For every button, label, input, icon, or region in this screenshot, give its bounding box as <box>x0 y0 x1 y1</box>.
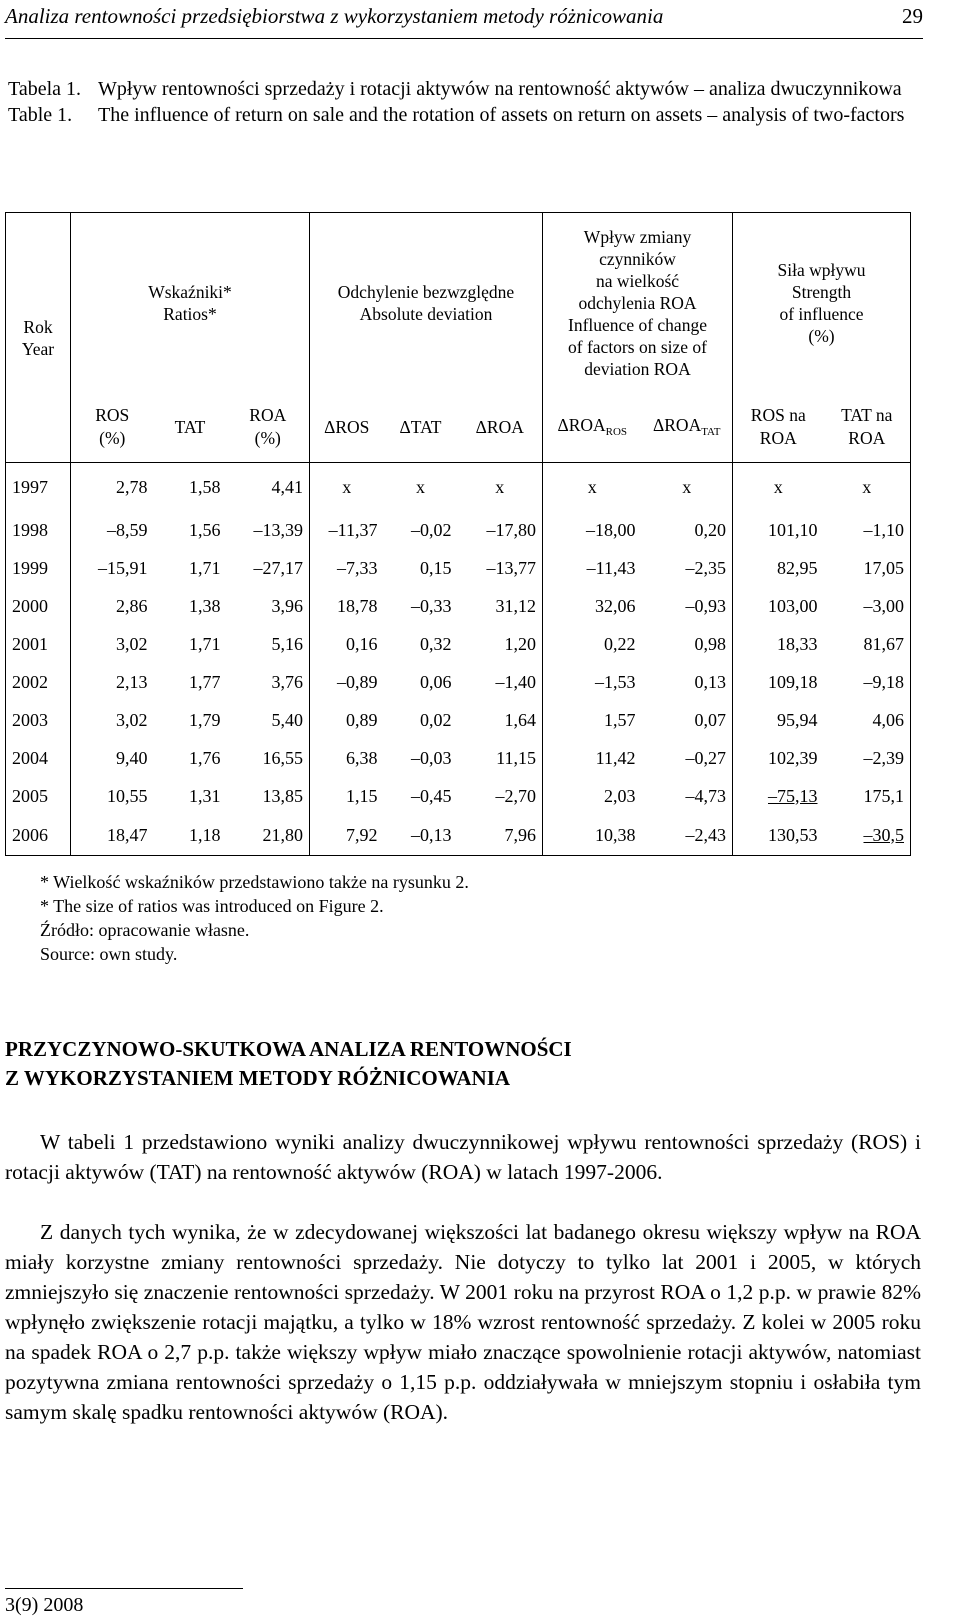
page-footer <box>5 1588 923 1622</box>
cell-year: 2005 <box>6 777 71 815</box>
section-heading-line1: PRZYCZYNOWO-SKUTKOWA ANALIZA RENTOWNOŚCI <box>5 1037 572 1061</box>
table-caption <box>8 76 918 128</box>
header-delta-ros: ΔROS <box>324 416 370 437</box>
header-ros: ROS (%) <box>95 405 130 449</box>
cell-ros: 18,47 <box>71 815 154 856</box>
paragraph-2: Z danych tych wynika, że w zdecydowanej większości lat badanego okresu większy wpływ na ROA miały korzystne zmiany rentowności sprzedaży. Nie dotyczy to tylko lat 2001 i 2005, w których zmniejszyło się znaczenie rentowności sprzedaży. W 2001 roku na przyrost ROA o 1,2 p.p. w prawie 82% wpłynęło zwiększenie rotacji majątku, a tylko w 18% wzrost rentowność sprzedaży. Z kolei w 2005 roku na spadek ROA o 2,7 p.p. także większy wpływ miało znaczące spowolnienie rotacji aktywów, natomiast pozytywna zmiana rentowności sprzedaży o 1,15 p.p. oddziaływała w mniejszym stopniu i osłabiła tym samym skalę spadku rentowności aktywów (ROA). <box>5 1220 921 1424</box>
cell-delta-roa: 1,64 <box>458 701 543 739</box>
cell-roa: 13,85 <box>227 777 310 815</box>
cell-delta-roa-ros: x <box>543 463 642 512</box>
paragraph-1: W tabeli 1 przedstawiono wyniki analizy dwuczynnikowej wpływu rentowności sprzedaży (ROS) i rotacji aktywów (TAT) na rentowność aktywów (ROA) w latach 1997-2006. <box>5 1130 921 1184</box>
cell-delta-ros: 0,16 <box>346 633 378 654</box>
table-notes <box>40 870 469 966</box>
header-ros-on-roa: ROS na ROA <box>750 405 806 449</box>
table-row <box>6 463 911 512</box>
cell-delta-roa-tat: 0,07 <box>642 701 733 739</box>
caption-label-pl: Tabela 1. <box>8 78 82 100</box>
cell-ros: 2,13 <box>116 671 148 692</box>
cell-tat-on-roa: 175,1 <box>824 777 911 815</box>
cell-year: 1998 <box>6 511 71 549</box>
caption-text-pl: Wpływ rentowności sprzedaży i rotacji aktywów na rentowność aktywów – analiza dwuczynnikowa <box>98 78 902 100</box>
cell-delta-roa: 31,12 <box>458 587 543 625</box>
caption-text-en: The influence of return on sale and the rotation of assets on return on assets – analysis of two-factors <box>98 104 905 126</box>
cell-ros: –15,91 <box>98 557 148 578</box>
cell-delta-roa-tat: 0,13 <box>642 663 733 701</box>
table-row <box>6 663 911 701</box>
cell-delta-roa: –13,77 <box>458 549 543 587</box>
cell-delta-tat: –0,33 <box>411 595 452 616</box>
cell-delta-roa-tat: –0,93 <box>642 587 733 625</box>
cell-delta-roa: x <box>458 463 543 512</box>
cell-tat: 1,77 <box>189 671 221 692</box>
cell-delta-tat: 0,02 <box>420 709 452 730</box>
cell-tat: 1,58 <box>154 463 227 512</box>
cell-delta-roa-tat: x <box>642 463 733 512</box>
table-body <box>6 463 911 856</box>
cell-ros: –8,59 <box>107 519 148 540</box>
cell-delta-roa-ros: 2,03 <box>604 785 636 806</box>
running-header <box>5 0 923 39</box>
cell-roa: –27,17 <box>227 549 310 587</box>
cell-ros-on-roa: 18,33 <box>777 633 818 654</box>
note-source-en: Source: own study. <box>40 944 178 964</box>
cell-delta-roa-tat: 0,20 <box>642 511 733 549</box>
header-delta-roa-tat: $\Delta ROA_{TAT}$ <box>642 393 733 463</box>
cell-tat: 1,56 <box>189 519 221 540</box>
cell-roa: 5,40 <box>227 701 310 739</box>
cell-tat: 1,18 <box>154 815 227 856</box>
cell-delta-roa-ros: 32,06 <box>595 595 636 616</box>
cell-roa: 3,96 <box>227 587 310 625</box>
cell-tat-on-roa: x <box>824 463 911 512</box>
cell-ros: 2,86 <box>116 595 148 616</box>
cell-ros-on-roa: 82,95 <box>777 557 818 578</box>
cell-delta-tat: 0,06 <box>420 671 452 692</box>
table-row <box>6 739 911 777</box>
cell-delta-roa-ros: 1,57 <box>604 709 636 730</box>
page-number: 29 <box>902 4 923 28</box>
cell-tat: 1,76 <box>189 747 221 768</box>
cell-delta-roa-tat: –2,35 <box>642 549 733 587</box>
cell-tat-on-roa: 17,05 <box>824 549 911 587</box>
header-year: Rok Year <box>6 213 71 463</box>
cell-ros-on-roa: –75,13 <box>768 785 818 806</box>
cell-delta-roa-ros: 10,38 <box>543 815 642 856</box>
table-row <box>6 549 911 587</box>
caption-label-en: Table 1. <box>8 104 73 126</box>
cell-ros-on-roa: x <box>733 463 824 512</box>
cell-ros-on-roa: 103,00 <box>768 595 818 616</box>
header-absolute-deviation: Odchylenie bezwzględne Absolute deviation <box>310 213 543 393</box>
cell-delta-ros: 7,92 <box>310 815 384 856</box>
cell-tat-on-roa: –2,39 <box>824 739 911 777</box>
cell-delta-roa-ros: 0,22 <box>604 633 636 654</box>
cell-delta-roa-ros: 11,42 <box>595 747 636 768</box>
header-tat-on-roa: TAT na ROA <box>824 393 911 463</box>
cell-delta-roa: 11,15 <box>458 739 543 777</box>
caption-english <box>8 102 918 128</box>
data-table-wrapper <box>5 212 911 856</box>
note-ratios-pl: * Wielkość wskaźników przedstawiono także na rysunku 2. <box>40 872 469 892</box>
table-row <box>6 511 911 549</box>
cell-delta-roa-tat: –4,73 <box>642 777 733 815</box>
header-delta-roa: ΔROA <box>458 393 543 463</box>
cell-ros: 3,02 <box>116 709 148 730</box>
cell-delta-roa-ros: –11,43 <box>586 557 636 578</box>
footer-rule <box>5 1588 243 1589</box>
cell-year: 1999 <box>6 549 71 587</box>
note-source-pl: Źródło: opracowanie własne. <box>40 920 250 940</box>
header-strength: Siła wpływu Strength of influence (%) <box>733 213 911 393</box>
cell-year: 2006 <box>6 815 71 856</box>
cell-ros-on-roa: 130,53 <box>733 815 824 856</box>
cell-delta-ros: 1,15 <box>346 785 378 806</box>
cell-delta-ros: –11,37 <box>328 519 378 540</box>
header-tat: TAT <box>174 416 206 437</box>
table-row <box>6 625 911 663</box>
cell-delta-roa: 7,96 <box>458 815 543 856</box>
table-row <box>6 587 911 625</box>
cell-delta-ros: x <box>310 463 384 512</box>
caption-polish <box>8 76 918 102</box>
cell-delta-ros: 6,38 <box>346 747 378 768</box>
cell-delta-tat: 0,32 <box>420 633 452 654</box>
header-delta-tat: ΔTAT <box>399 416 442 437</box>
cell-ros: 2,78 <box>71 463 154 512</box>
cell-ros: 9,40 <box>116 747 148 768</box>
cell-delta-roa-tat: –2,43 <box>642 815 733 856</box>
cell-ros-on-roa: 101,10 <box>768 519 818 540</box>
cell-delta-tat: x <box>384 463 458 512</box>
cell-tat-on-roa: –3,00 <box>824 587 911 625</box>
cell-delta-tat: –0,13 <box>384 815 458 856</box>
cell-delta-ros: 0,89 <box>346 709 378 730</box>
table-row <box>6 701 911 739</box>
cell-roa: 5,16 <box>227 625 310 663</box>
running-title: Analiza rentowności przedsiębiorstwa z wykorzystaniem metody różnicowania <box>5 4 664 28</box>
cell-roa: 3,76 <box>227 663 310 701</box>
cell-delta-tat: –0,02 <box>411 519 452 540</box>
cell-year: 2002 <box>6 663 71 701</box>
cell-tat-on-roa: 4,06 <box>824 701 911 739</box>
header-ratios: Wskaźniki* Ratios* <box>71 213 310 393</box>
cell-tat: 1,71 <box>189 557 221 578</box>
cell-delta-roa-tat: –0,27 <box>642 739 733 777</box>
cell-roa: 21,80 <box>227 815 310 856</box>
cell-ros-on-roa: 102,39 <box>768 747 818 768</box>
footer-issue: 3(9) 2008 <box>5 1594 84 1616</box>
cell-tat-on-roa: 81,67 <box>824 625 911 663</box>
cell-year: 2000 <box>6 587 71 625</box>
cell-delta-roa: –17,80 <box>458 511 543 549</box>
cell-delta-tat: –0,03 <box>411 747 452 768</box>
cell-delta-roa-ros: –18,00 <box>586 519 636 540</box>
header-delta-roa-ros: $\Delta ROA_{ROS}$ <box>557 415 628 439</box>
cell-roa: 4,41 <box>227 463 310 512</box>
note-ratios-en: * The size of ratios was introduced on Figure 2. <box>40 896 384 916</box>
cell-tat: 1,38 <box>189 595 221 616</box>
cell-delta-ros: 18,78 <box>337 595 378 616</box>
cell-year: 2001 <box>6 625 71 663</box>
section-heading <box>5 1035 925 1093</box>
cell-year: 2004 <box>6 739 71 777</box>
table-header <box>6 213 911 463</box>
data-table <box>5 212 911 856</box>
cell-ros-on-roa: 95,94 <box>777 709 818 730</box>
cell-year: 1997 <box>6 463 71 512</box>
cell-tat: 1,71 <box>189 633 221 654</box>
cell-ros: 10,55 <box>107 785 148 806</box>
cell-delta-tat: 0,15 <box>420 557 452 578</box>
cell-tat-on-roa: –30,5 <box>824 815 911 856</box>
cell-tat-on-roa: –9,18 <box>824 663 911 701</box>
cell-roa: 16,55 <box>227 739 310 777</box>
cell-roa: –13,39 <box>227 511 310 549</box>
section-heading-line2: Z WYKORZYSTANIEM METODY RÓŻNICOWANIA <box>5 1066 511 1090</box>
header-influence: Wpływ zmiany czynników na wielkość odchylenia ROA Influence of change of factors on size of deviation ROA <box>543 213 733 393</box>
cell-delta-ros: –0,89 <box>337 671 378 692</box>
cell-delta-roa: –2,70 <box>458 777 543 815</box>
cell-delta-roa-tat: 0,98 <box>642 625 733 663</box>
cell-tat: 1,31 <box>189 785 221 806</box>
cell-ros: 3,02 <box>116 633 148 654</box>
table-row <box>6 815 911 856</box>
cell-delta-tat: –0,45 <box>411 785 452 806</box>
cell-delta-roa: 1,20 <box>458 625 543 663</box>
cell-delta-ros: –7,33 <box>337 557 378 578</box>
cell-tat-on-roa: –1,10 <box>824 511 911 549</box>
cell-year: 2003 <box>6 701 71 739</box>
table-row <box>6 777 911 815</box>
header-roa: ROA (%) <box>227 393 310 463</box>
cell-ros-on-roa: 109,18 <box>768 671 818 692</box>
cell-tat: 1,79 <box>189 709 221 730</box>
cell-delta-roa-ros: –1,53 <box>595 671 636 692</box>
cell-delta-roa: –1,40 <box>458 663 543 701</box>
